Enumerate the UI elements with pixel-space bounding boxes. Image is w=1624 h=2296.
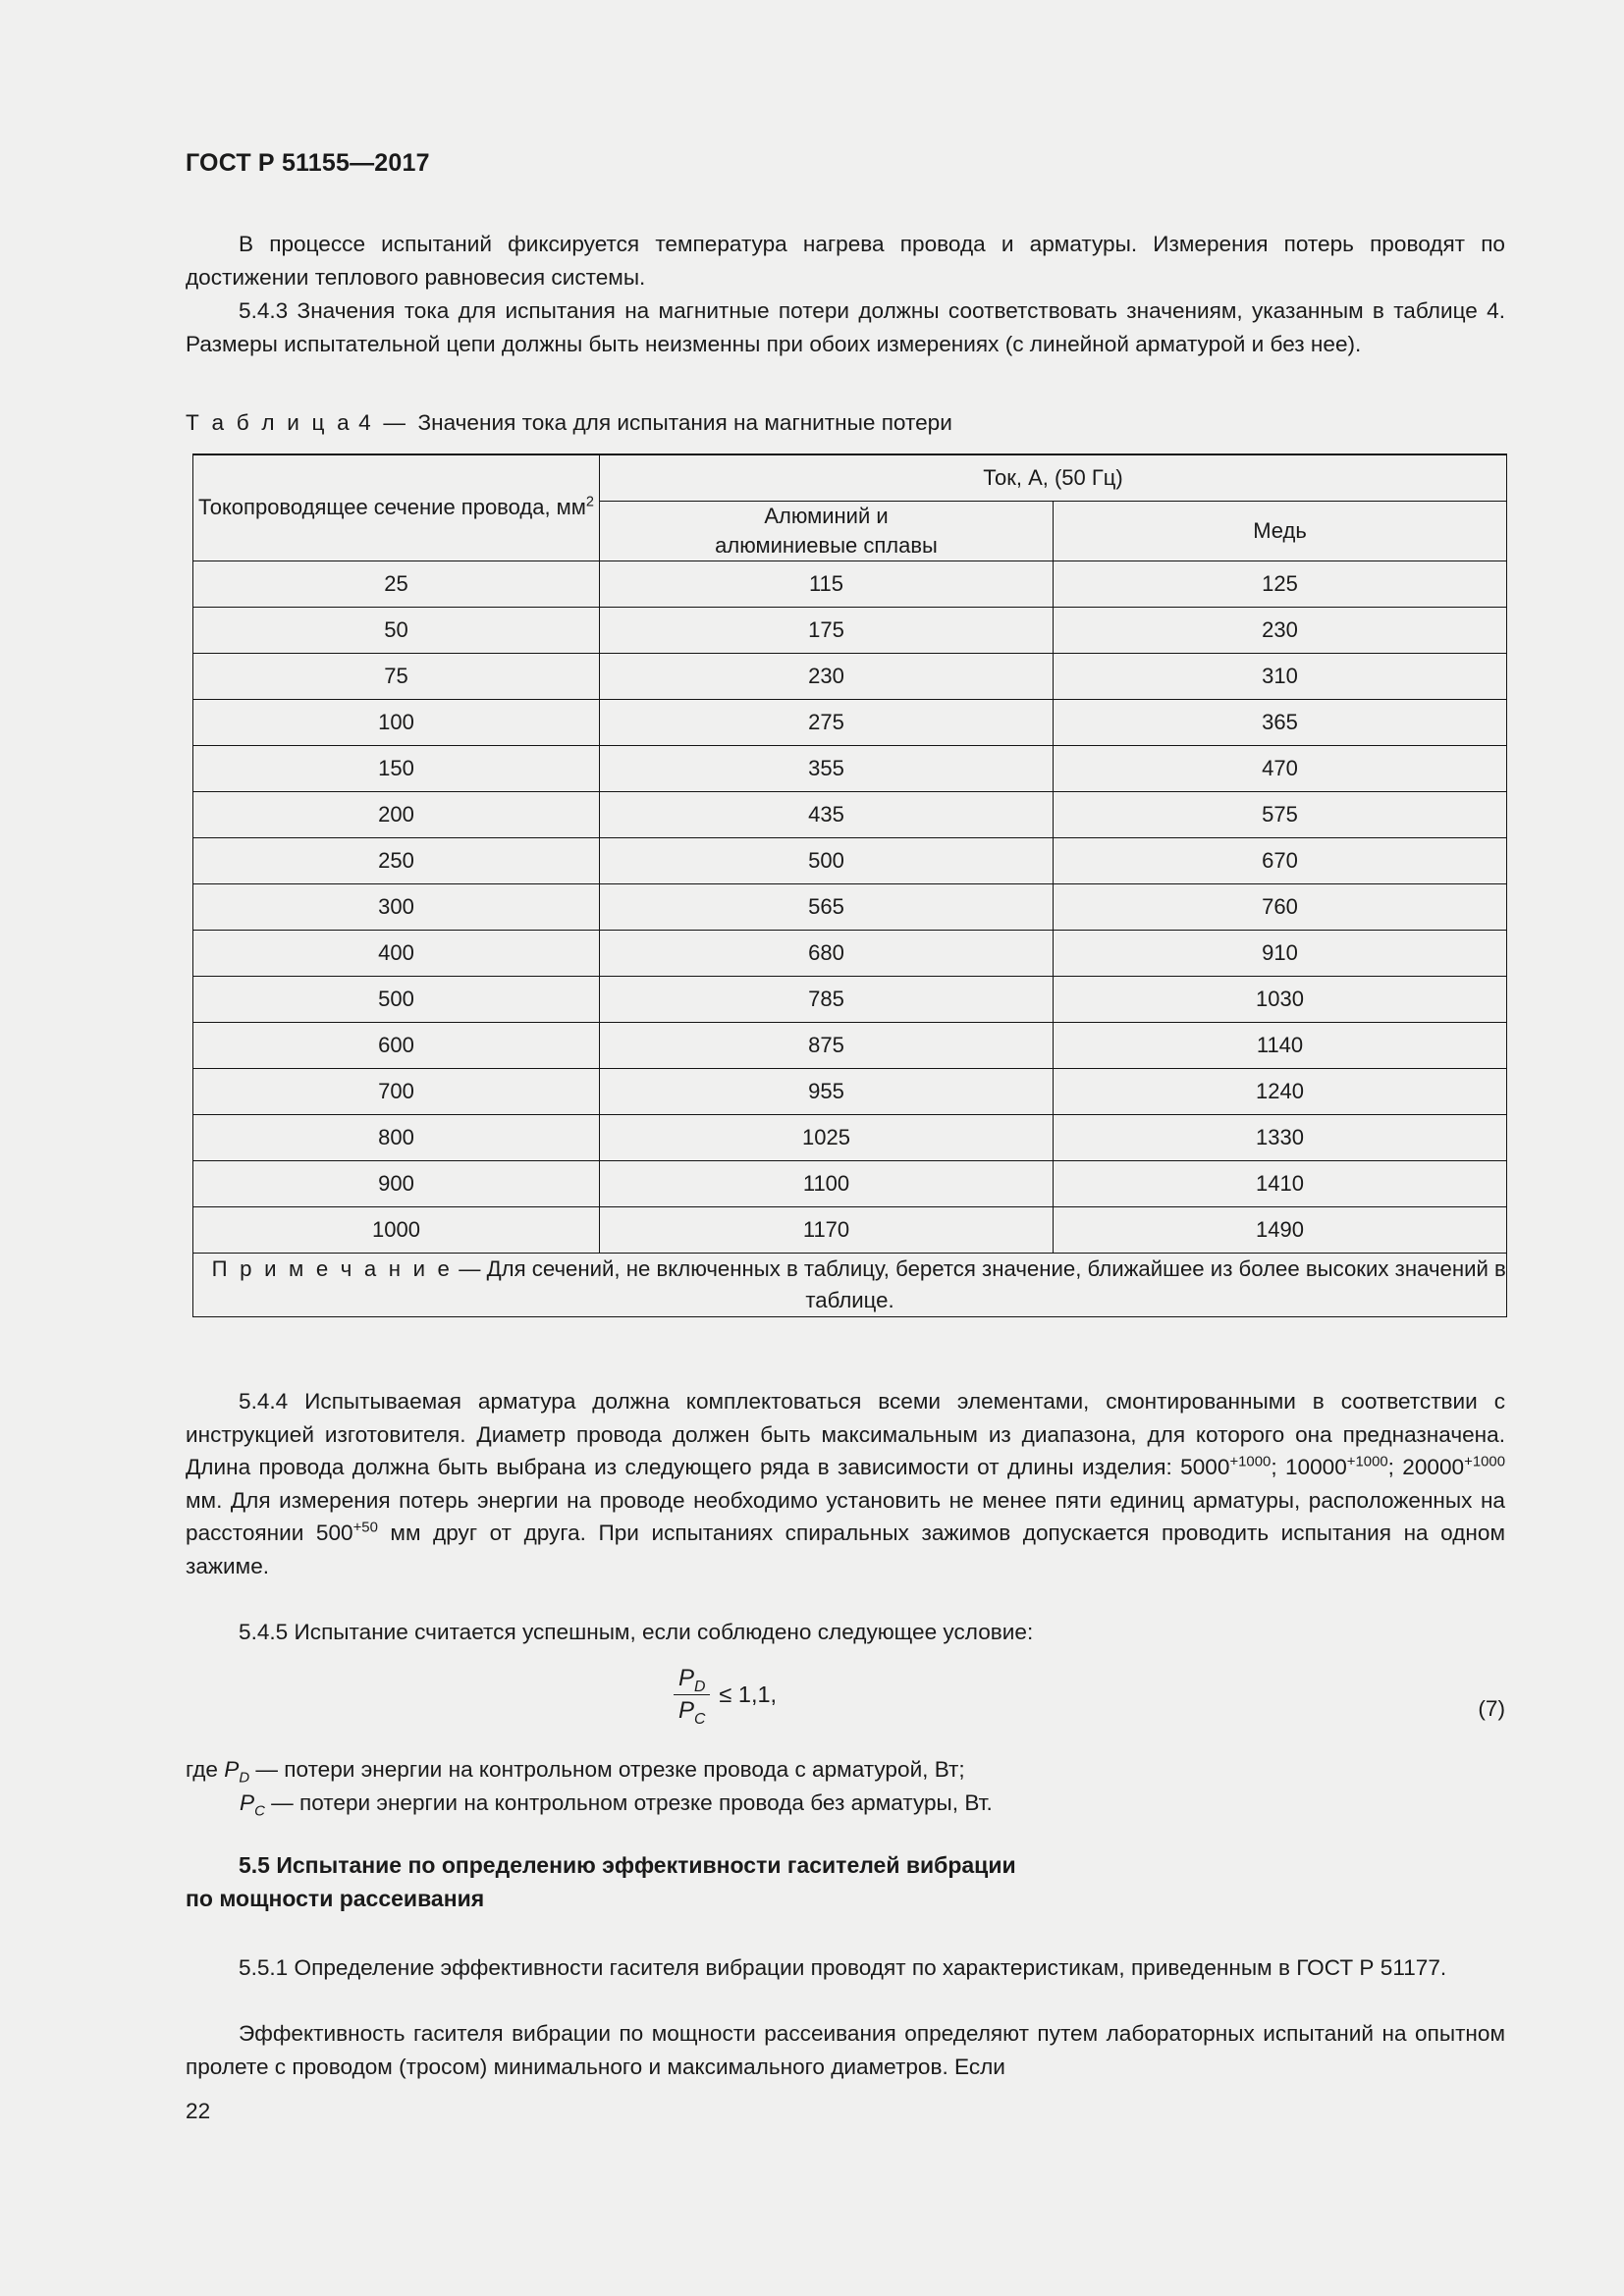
table-caption-title: Значения тока для испытания на магнитные потери: [417, 410, 952, 435]
fraction: [674, 1665, 710, 1728]
table-row: [193, 745, 1507, 791]
cell-section: 250: [193, 837, 600, 883]
fraction-numerator: [674, 1665, 710, 1695]
cell-aluminium: 785: [600, 976, 1054, 1022]
cell-aluminium: 1170: [600, 1206, 1054, 1253]
header-section-superscript: 2: [585, 494, 594, 510]
paragraph-final-block: [186, 2017, 1505, 2083]
table-caption: [186, 410, 952, 436]
table-note-row: [193, 1253, 1507, 1316]
cell-aluminium: 435: [600, 791, 1054, 837]
header-aluminium-line1: Алюминий и: [764, 503, 889, 528]
where-desc-2: — потери энергии на контрольном отрезке провода без арматуры, Вт.: [271, 1789, 993, 1815]
numerator-subscript: D: [694, 1678, 706, 1695]
cell-copper: 670: [1054, 837, 1507, 883]
cell-aluminium: 955: [600, 1068, 1054, 1114]
cell-section: 300: [193, 883, 600, 930]
formula-relation: ≤ 1,1,: [719, 1682, 778, 1707]
sep-1: ;: [1271, 1455, 1285, 1479]
table-note-text: — Для сечений, не включенных в таблицу, берется значение, ближайшее из более высоких значений в таблице.: [459, 1255, 1506, 1312]
where-desc-1: — потери энергии на контрольном отрезке провода с арматурой, Вт;: [255, 1757, 965, 1782]
cell-section: 600: [193, 1022, 600, 1068]
header-cell-current-group: Ток, А, (50 Гц): [600, 454, 1507, 501]
cell-copper: 910: [1054, 930, 1507, 976]
symbol-pd: [224, 1757, 250, 1787]
table-note-cell: [193, 1253, 1507, 1316]
table-row: [193, 883, 1507, 930]
paragraph-551-block: [186, 1951, 1505, 1985]
cell-copper: 1030: [1054, 976, 1507, 1022]
paragraph-544: [186, 1385, 1505, 1582]
cell-section: 200: [193, 791, 600, 837]
paragraph-551: 5.5.1 Определение эффективности гасителя вибрации проводят по характеристикам, приведенным в ГОСТ Р 51177.: [239, 1955, 1447, 1980]
symbol-pc: [240, 1789, 265, 1820]
paragraph-543-block: [186, 294, 1505, 360]
cell-aluminium: 680: [600, 930, 1054, 976]
where-block: [186, 1753, 1505, 1819]
cell-section: 800: [193, 1114, 600, 1160]
cell-section: 400: [193, 930, 600, 976]
cell-copper: 230: [1054, 607, 1507, 653]
length-value-2: 10000: [1284, 1455, 1347, 1479]
length-tolerance-1: +1000: [1229, 1454, 1272, 1470]
table-row: [193, 561, 1507, 607]
paragraph-545: 5.4.5 Испытание считается успешным, если соблюдено следующее условие:: [239, 1620, 1034, 1644]
header-cell-aluminium: [600, 501, 1054, 561]
cell-copper: 1490: [1054, 1206, 1507, 1253]
table-row: [193, 976, 1507, 1022]
fraction-denominator: [674, 1695, 710, 1728]
symbol-pd-base: P: [224, 1757, 240, 1782]
table-row: [193, 653, 1507, 699]
paragraph-final: Эффективность гасителя вибрации по мощности рассеивания определяют путем лабораторных испытаний на опытном пролете с проводом (тросом) минимального и максимального диаметров. Если: [186, 2021, 1505, 2079]
where-lead: где: [186, 1757, 218, 1782]
sep-2: ;: [1387, 1455, 1403, 1479]
cell-section: 500: [193, 976, 600, 1022]
formula-row: [186, 1663, 1505, 1757]
paragraph-545-block: [186, 1616, 1505, 1649]
cell-copper: 760: [1054, 883, 1507, 930]
current-values-table: [192, 454, 1507, 1317]
page-number: 22: [186, 2099, 211, 2123]
paragraph-544-part2: мм. Для измерения потерь энергии на проводе необходимо установить не менее пяти единиц арматуры, расположенных на расстоянии: [186, 1487, 1505, 1545]
header-section-text: Токопроводящее сечение провода, мм: [197, 495, 586, 520]
cell-copper: 1410: [1054, 1160, 1507, 1206]
length-value-1: 5000: [1180, 1455, 1230, 1479]
formula-expression: [674, 1665, 778, 1728]
distance-value: 500: [315, 1521, 353, 1545]
cell-aluminium: 1100: [600, 1160, 1054, 1206]
length-tolerance-2: +1000: [1346, 1454, 1388, 1470]
cell-aluminium: 875: [600, 1022, 1054, 1068]
cell-copper: 1140: [1054, 1022, 1507, 1068]
cell-aluminium: 230: [600, 653, 1054, 699]
table-row: [193, 837, 1507, 883]
current-values-table-wrap: [192, 454, 1506, 1317]
cell-section: 100: [193, 699, 600, 745]
distance-tolerance: +50: [352, 1520, 378, 1536]
symbol-pc-base: P: [240, 1789, 255, 1815]
cell-copper: 1330: [1054, 1114, 1507, 1160]
section-heading-line-1: 5.5 Испытание по определению эффективности гасителей вибрации: [239, 1852, 1016, 1878]
document-header: ГОСТ Р 51155—2017: [186, 149, 430, 177]
paragraph-intro-block: [186, 228, 1505, 294]
paragraph-intro: В процессе испытаний фиксируется температура нагрева провода и арматуры. Измерения потерь проводят по достижении теплового равновесия системы.: [186, 232, 1505, 290]
cell-aluminium: 275: [600, 699, 1054, 745]
paragraph-544-part3: мм друг от друга. При испытаниях спиральных зажимов допускается проводить испытания на одном зажиме.: [186, 1521, 1505, 1578]
length-tolerance-3: +1000: [1464, 1454, 1505, 1470]
denominator-subscript: C: [694, 1710, 706, 1728]
table-row: [193, 1022, 1507, 1068]
table-caption-number: 4: [358, 410, 371, 435]
table-caption-dash: —: [383, 410, 406, 435]
paragraph-544-block: [186, 1385, 1505, 1582]
formula-number: (7): [1478, 1696, 1505, 1721]
header-aluminium-line2: алюминиевые сплавы: [715, 532, 938, 558]
cell-section: 50: [193, 607, 600, 653]
table-header-row-1: [193, 454, 1507, 501]
cell-section: 150: [193, 745, 600, 791]
cell-copper: 365: [1054, 699, 1507, 745]
table-row: [193, 607, 1507, 653]
symbol-pd-subscript: D: [239, 1770, 250, 1787]
table-row: [193, 1068, 1507, 1114]
cell-aluminium: 1025: [600, 1114, 1054, 1160]
cell-section: 900: [193, 1160, 600, 1206]
cell-section: 75: [193, 653, 600, 699]
table-row: [193, 1114, 1507, 1160]
paragraph-544-part1: 5.4.4 Испытываемая арматура должна комплектоваться всеми элементами, смонтированными в соответствии с инструкцией изготовителя. Диаметр провода должен быть максимальным из диапазона, для которого она предназначена. Длина провода должна быть выбрана из следующего ряда в зависимости от длины изделия:: [186, 1389, 1505, 1479]
table-row: [193, 1160, 1507, 1206]
table-row: [193, 1206, 1507, 1253]
table-note-label: П р и м е ч а н и е: [211, 1255, 454, 1281]
cell-aluminium: 355: [600, 745, 1054, 791]
paragraph-543: 5.4.3 Значения тока для испытания на магнитные потери должны соответствовать значениям, указанным в таблице 4. Размеры испытательной цепи должны быть неизменны при обоих измерениях (с линейной арматурой и без нее).: [186, 298, 1505, 356]
numerator-base: P: [678, 1665, 695, 1691]
where-line-1: [186, 1753, 1505, 1787]
denominator-base: P: [678, 1697, 695, 1724]
length-value-3: 20000: [1402, 1455, 1465, 1479]
header-cell-copper: Медь: [1054, 501, 1507, 561]
section-heading-55: [186, 1848, 1505, 1915]
cell-copper: 310: [1054, 653, 1507, 699]
table-caption-label: Т а б л и ц а: [186, 410, 352, 435]
cell-copper: 470: [1054, 745, 1507, 791]
header-cell-section: [193, 454, 600, 561]
cell-section: 700: [193, 1068, 600, 1114]
symbol-pc-subscript: C: [254, 1803, 265, 1820]
cell-copper: 1240: [1054, 1068, 1507, 1114]
where-line-2: [186, 1787, 1505, 1820]
cell-aluminium: 565: [600, 883, 1054, 930]
table-row: [193, 930, 1507, 976]
cell-aluminium: 175: [600, 607, 1054, 653]
cell-copper: 125: [1054, 561, 1507, 607]
cell-section: 1000: [193, 1206, 600, 1253]
section-heading-line-2: по мощности рассеивания: [186, 1886, 485, 1911]
cell-section: 25: [193, 561, 600, 607]
cell-aluminium: 500: [600, 837, 1054, 883]
table-row: [193, 699, 1507, 745]
table-row: [193, 791, 1507, 837]
cell-copper: 575: [1054, 791, 1507, 837]
cell-aluminium: 115: [600, 561, 1054, 607]
